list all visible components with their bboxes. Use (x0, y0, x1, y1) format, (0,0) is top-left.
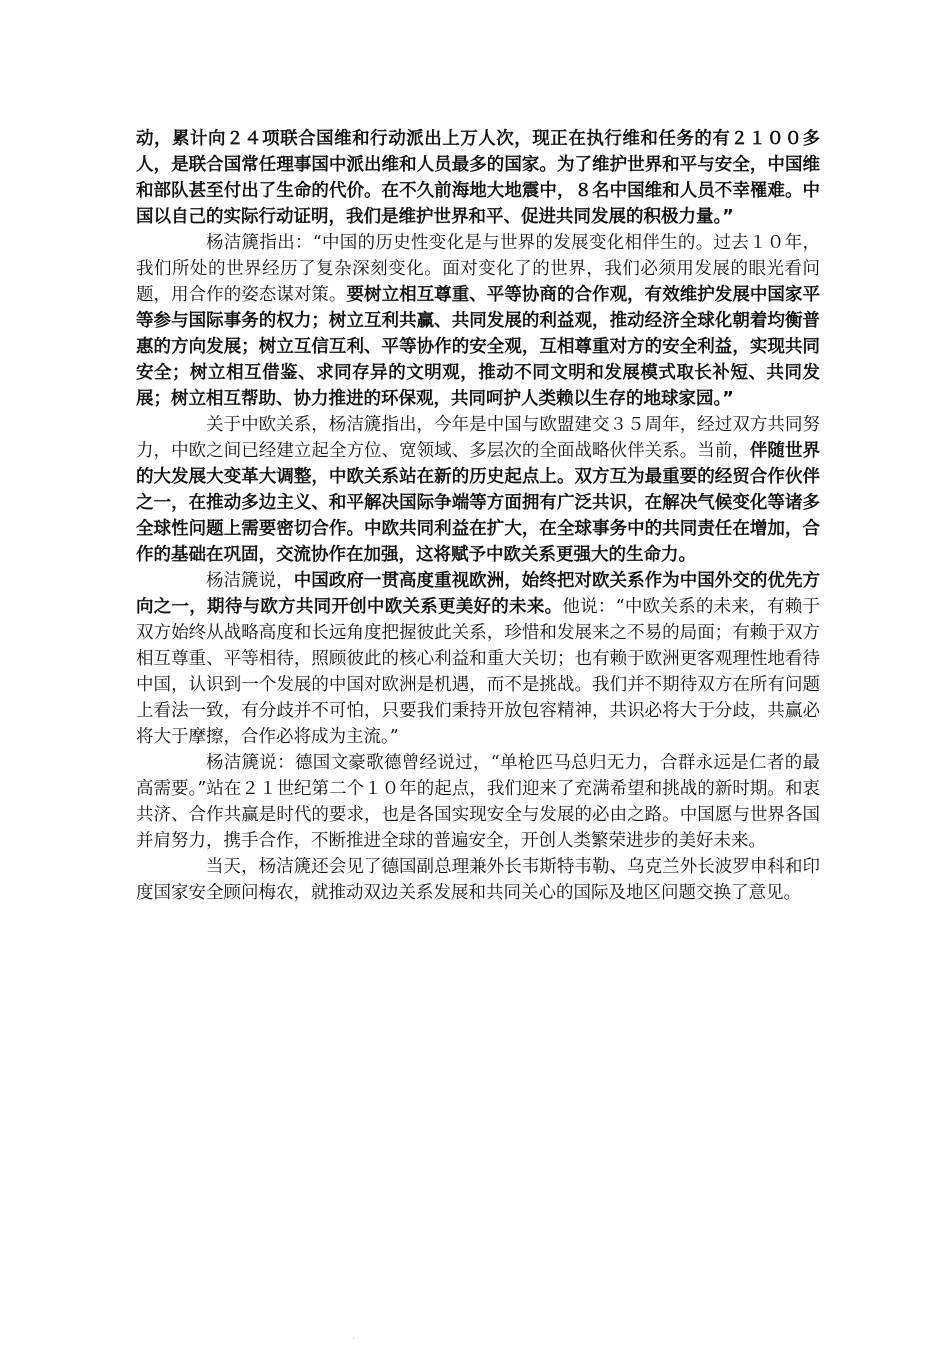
paragraph (136, 854, 820, 906)
text-run: 他说：“中欧关系的未来，有赖于双方始终从战略高度和长远角度把握彼此关系，珍惜和发展来之不易的局面；有赖于双方相互尊重、平等相待，照顾彼此的核心利益和重大关切；也有赖于欧洲更客观理性地看待中国，认识到一个发展的中国对欧洲是机遇，而不是挑战。我们并不期待双方在所有问题上看法一致，有分歧并不可怕，只要我们秉持开放包容精神，共识必将大于分歧，共赢必将大于摩擦，合作必将成为主流。” (136, 597, 820, 747)
text-run: 杨洁篪指出：“中国的历史性变化是与世界的发展变化相伴生的。过去１０年，我们所处的世界经历了复杂深刻变化。面对变化了的世界，我们必须用发展的眼光看问题，用合作的姿态谋对策。 (136, 233, 820, 305)
paragraph (136, 750, 820, 854)
text-run: 杨洁篪说， (206, 571, 294, 591)
text-run: 杨洁篪说：德国文豪歌德曾经说过，“单枪匹马总归无力，合群永远是仁者的最高需要。”站在２１世纪第二个１０年的起点，我们迎来了充满希望和挑战的新时期。和衷共济、合作共赢是时代的要求，也是各国实现安全与发展的必由之路。中国愿与世界各国并肩努力，携手合作，不断推进全球的普遍安全，开创人类繁荣进步的美好未来。 (136, 753, 820, 851)
paragraph (136, 568, 820, 750)
paragraph (136, 412, 820, 568)
document-body (136, 126, 820, 906)
paragraph (136, 126, 820, 230)
bold-text-run: 要树立相互尊重、平等协商的合作观，有效维护发展中国家平等参与国际事务的权力；树立互利共赢、共同发展的利益观，推动经济全球化朝着均衡普惠的方向发展；树立互信互利、平等协作的安全观，互相尊重对方的安全利益，实现共同安全；树立相互借鉴、求同存异的文明观，推动不同文明和发展模式取长补短、共同发展；树立相互帮助、协力推进的环保观，共同呵护人类赖以生存的地球家园。” (136, 285, 821, 409)
bold-text-run: 中国政府一贯高度重视欧洲，始终把对欧关系作为中国外交的优先方向之一，期待与欧方共同开创中欧关系更美好的未来。 (136, 571, 821, 617)
paragraph (136, 230, 820, 412)
bold-text-run: 伴随世界的大发展大变革大调整，中欧关系站在新的历史起点上。双方互为最重要的经贸合作伙伴之一，在推动多边主义、和平解决国际争端等方面拥有广泛共识，在解决气候变化等诸多全球性问题上需要密切合作。中欧共同利益在扩大，在全球事务中的共同责任在增加，合作的基础在巩固，交流协作在加强，这将赋予中欧关系更强大的生命力。 (136, 441, 821, 565)
bold-text-run: 动，累计向２４项联合国维和行动派出上万人次，现正在执行维和任务的有２１００多人，是联合国常任理事国中派出维和人员最多的国家。为了维护世界和平与安全，中国维和部队甚至付出了生命的代价。在不久前海地大地震中，８名中国维和人员不幸罹难。中国以自己的实际行动证明，我们是维护世界和平、促进共同发展的积极力量。” (136, 129, 820, 227)
text-run: 关于中欧关系，杨洁篪指出，今年是中国与欧盟建交３５周年，经过双方共同努力，中欧之间已经建立起全方位、宽领域、多层次的全面战略伙伴关系。当前， (136, 415, 820, 461)
page-footer-mark: · (352, 1334, 356, 1345)
text-run: 当天，杨洁篪还会见了德国副总理兼外长韦斯特韦勒、乌克兰外长波罗申科和印度国家安全顾问梅农，就推动双边关系发展和共同关心的国际及地区问题交换了意见。 (136, 857, 820, 903)
